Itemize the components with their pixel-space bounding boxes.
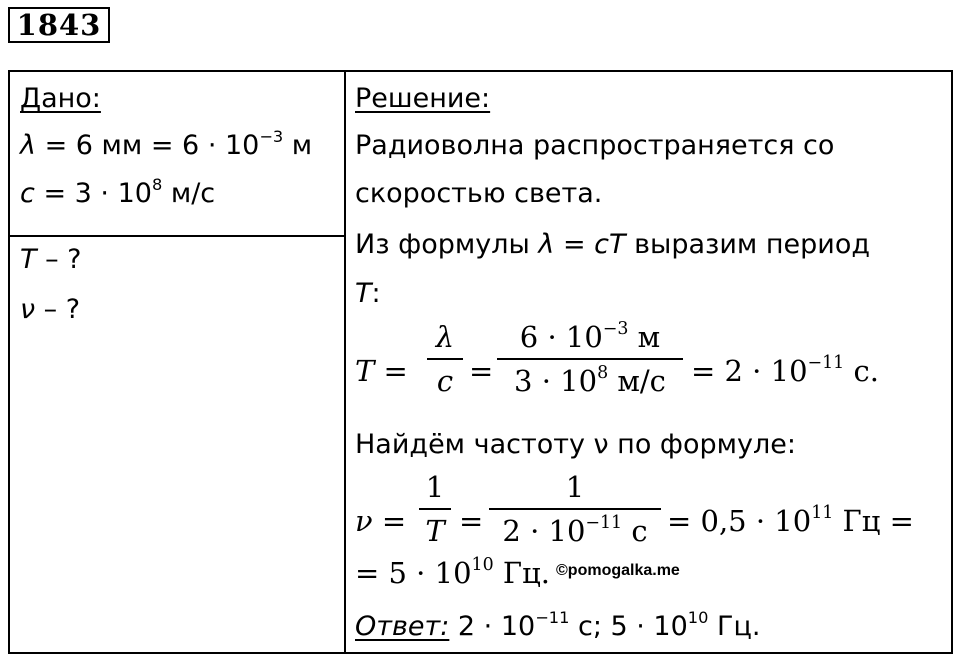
solution-text-line3: Из формулы λ = cT выразим период: [355, 229, 871, 260]
solution-text-line4: T:: [355, 278, 381, 309]
solution-text-line2: скоростью света.: [355, 178, 603, 209]
solution-text-line1: Радиоволна распространяется со: [355, 130, 835, 161]
given-heading: Дано:: [20, 83, 101, 114]
period-equation: T = λ c = $6 \cdot 10^{-3}$ м $3 \cdot 10^8$ м/с = $2 \cdot 10^{-11}$ с.: [355, 318, 879, 398]
frequency-text: Найдём частоту ν по формуле:: [355, 429, 796, 460]
given-speed: $c = 3 \cdot 10^8$ м/с: [20, 174, 216, 209]
frequency-result-line: = $5 \cdot 10^{10}$ Гц.: [355, 554, 550, 590]
solution-heading: Решение:: [355, 83, 491, 114]
given-wavelength: λ = 6 мм = $6 \cdot 10^{-3}$ м: [20, 126, 313, 161]
answer-line: Ответ: $2 \cdot 10^{-11}$ с; $5 \cdot 10^{10}$ Гц.: [355, 607, 761, 642]
find-frequency: ν – ?: [20, 294, 81, 325]
lambda-over-c-fraction: λ c: [427, 320, 463, 398]
one-over-t-fraction: 1 T: [419, 470, 451, 548]
numeric-period-fraction: $6 \cdot 10^{-3}$ м $3 \cdot 10^8$ м/с: [497, 320, 683, 398]
solution-table: [8, 70, 953, 654]
watermark: ©pomogalka.me: [556, 562, 680, 579]
frequency-equation: ν = 1 T = 1 $2 \cdot 10^{-11}$ с = $0,5 \cdot 10^{11}$ Гц =: [355, 470, 914, 548]
problem-number: 1843: [8, 7, 110, 43]
column-divider: [344, 72, 346, 652]
find-period: T – ?: [20, 244, 82, 275]
given-find-divider: [10, 235, 344, 237]
numeric-frequency-fraction: 1 $2 \cdot 10^{-11}$ с: [489, 470, 661, 548]
